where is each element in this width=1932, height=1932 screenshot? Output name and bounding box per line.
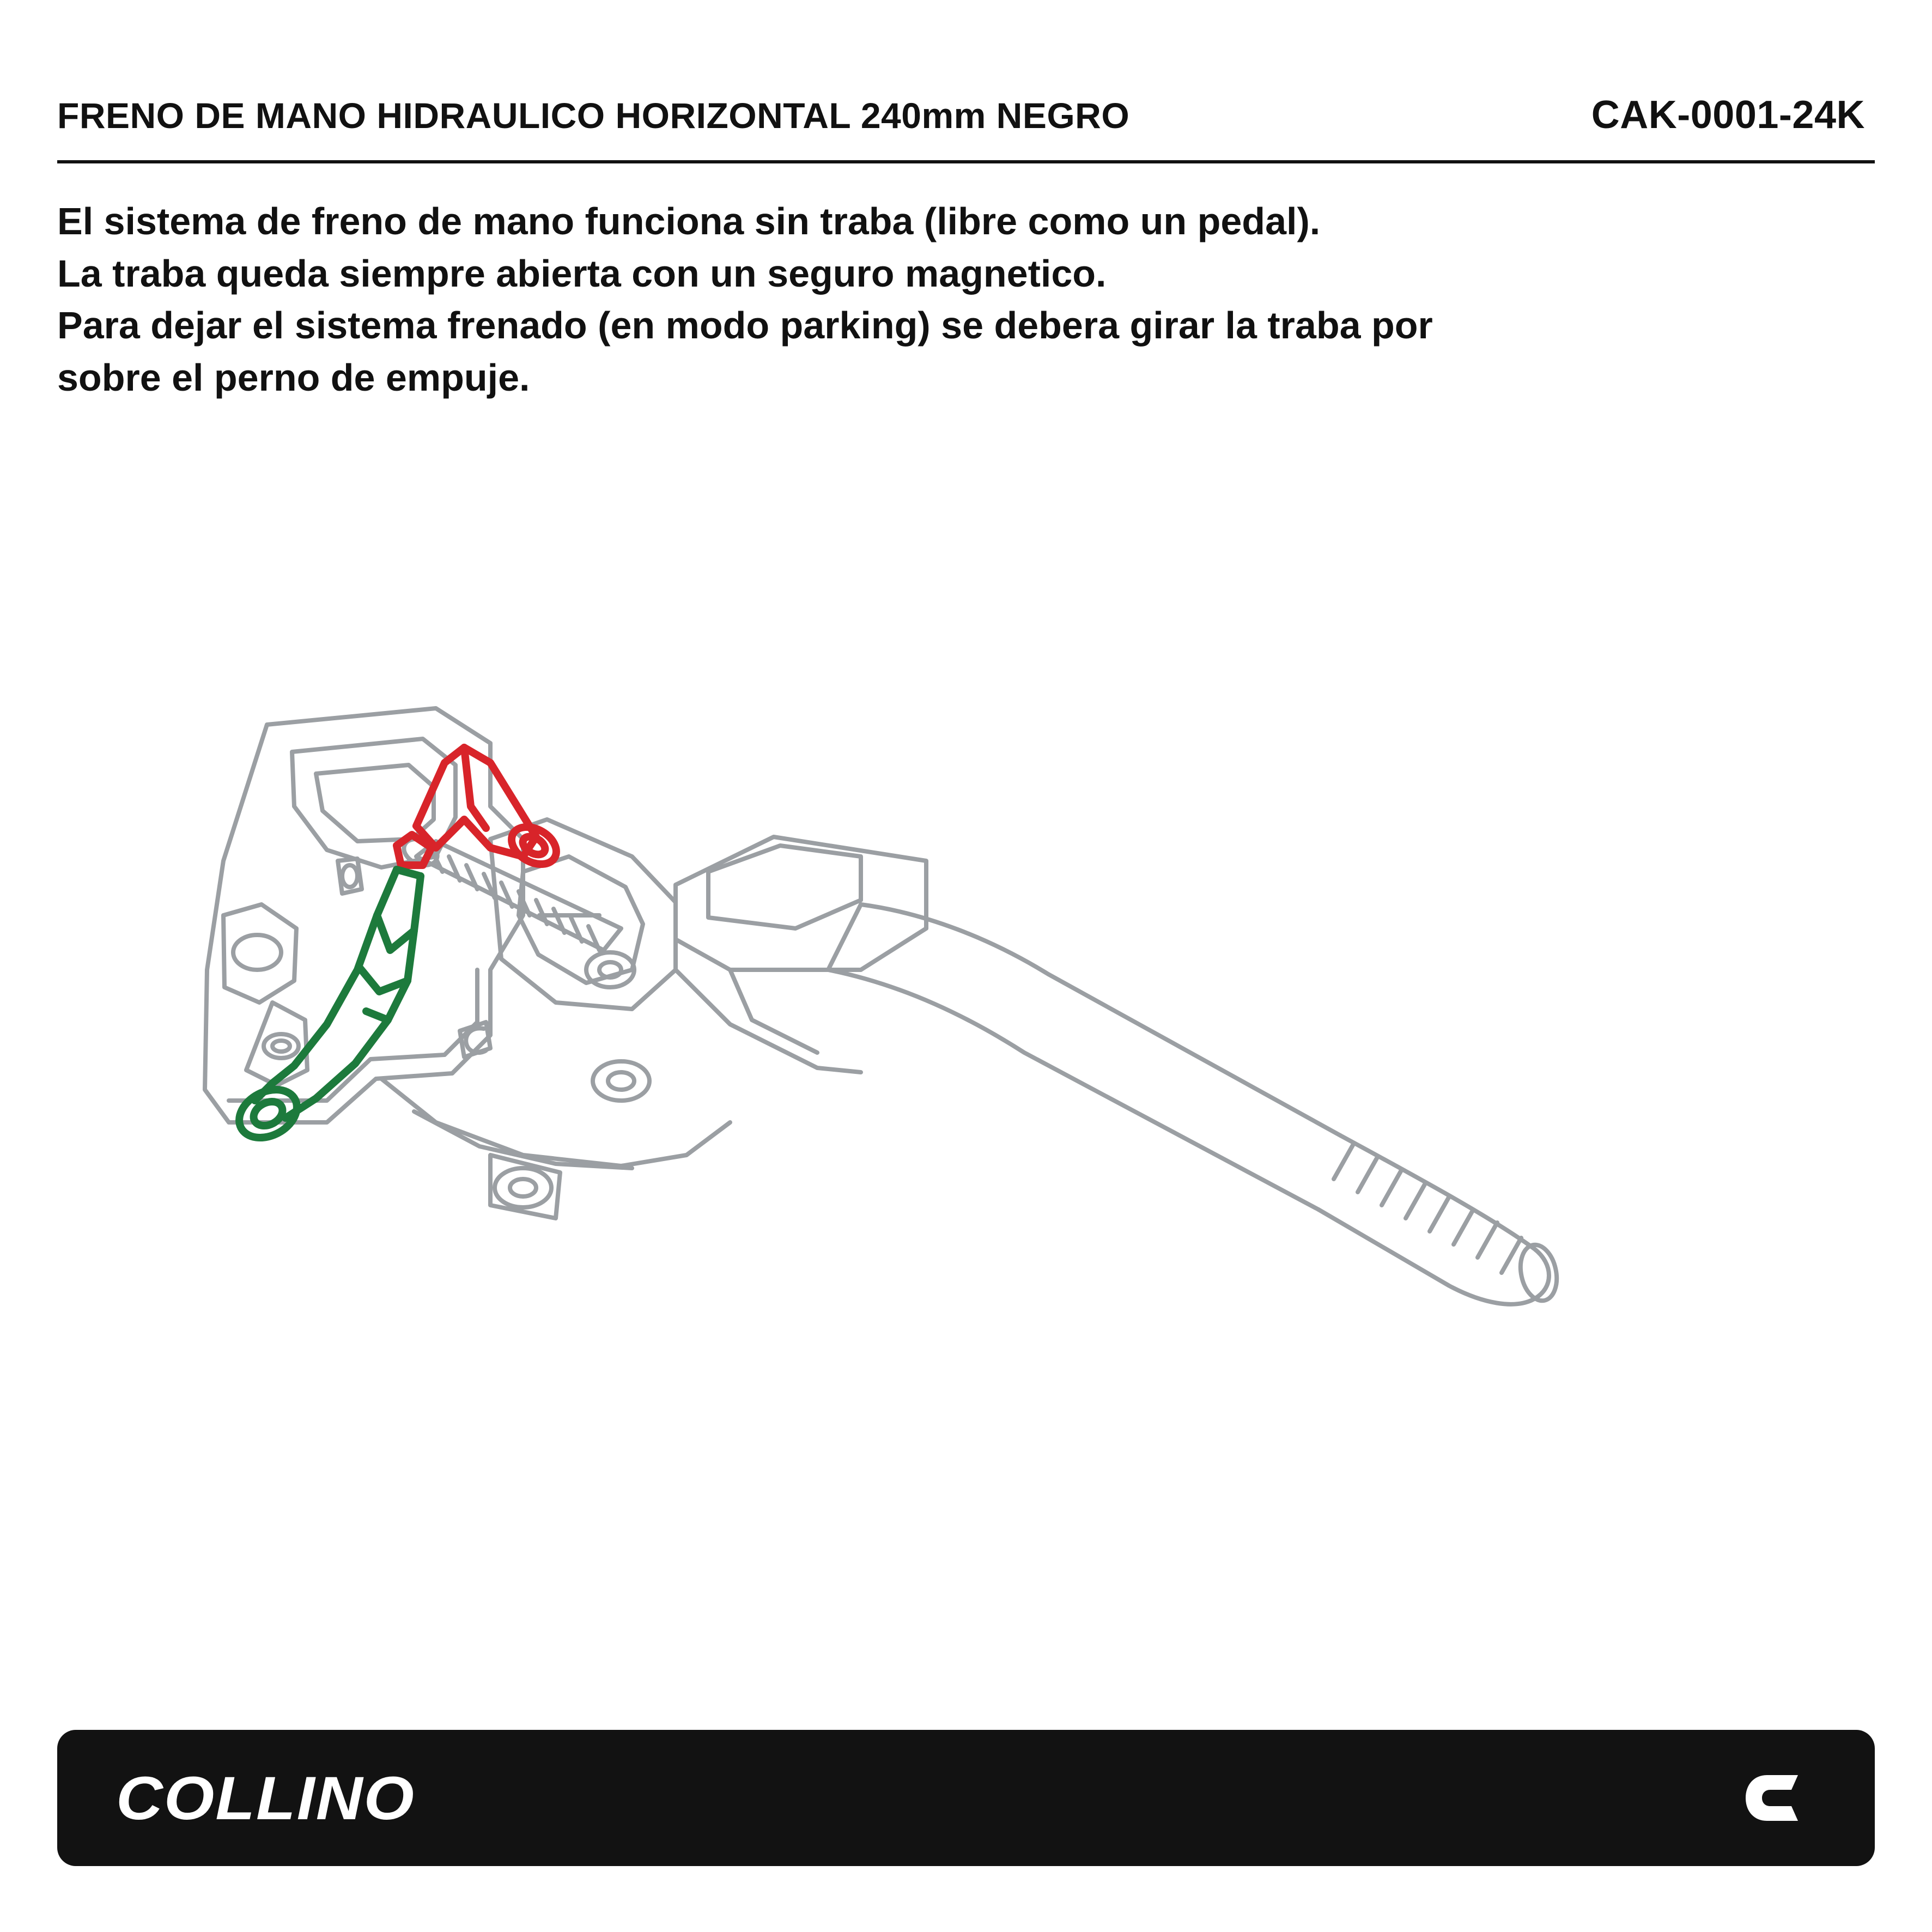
- collino-c-mark-icon: [1734, 1757, 1816, 1839]
- description-block: [57, 197, 1875, 402]
- brand-footer: [57, 1730, 1875, 1866]
- handbrake-illustration: [163, 643, 1743, 1340]
- description-line-1: El sistema de freno de mano funciona sin traba (libre como un pedal).: [57, 200, 1321, 242]
- document-header: [57, 0, 1875, 137]
- lock-open-position: [231, 870, 421, 1147]
- description-line-2: La traba queda siempre abierta con un seguro magnetico.: [57, 252, 1107, 295]
- page-title: FRENO DE MANO HIDRAULICO HORIZONTAL 240mm NEGRO: [57, 95, 1130, 136]
- brand-wordmark: COLLINO: [116, 1764, 416, 1832]
- product-code: CAK-0001-24K: [1591, 93, 1865, 137]
- bracket-outline: [205, 708, 1562, 1304]
- header-divider: [57, 160, 1875, 163]
- description-line-3: Para dejar el sistema frenado (en modo parking) se debera girar la traba por: [57, 304, 1433, 347]
- description-line-4: sobre el perno de empuje.: [57, 356, 530, 399]
